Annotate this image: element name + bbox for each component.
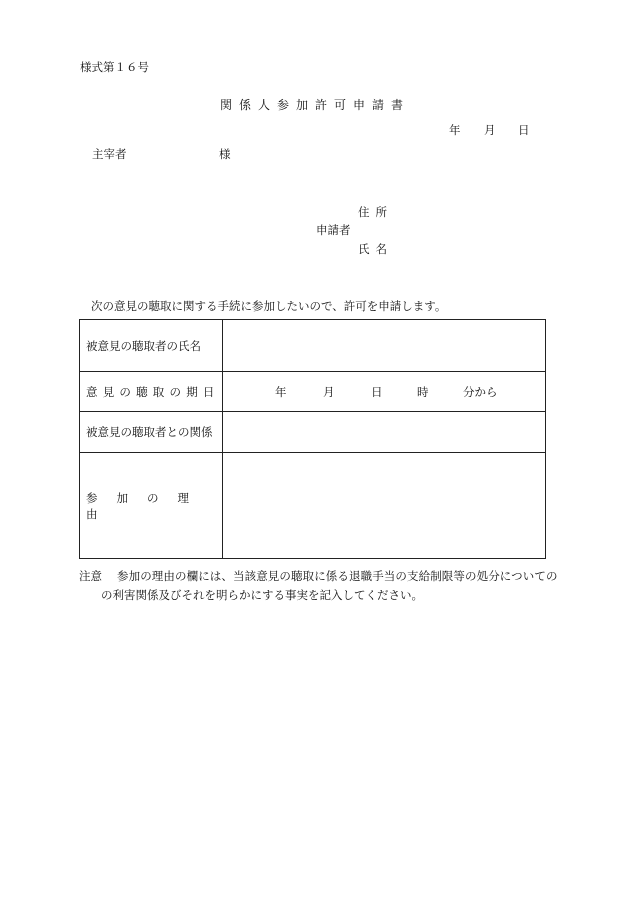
note-text-line-1: 参加の理由の欄には、当該意見の聴取に係る退職手当の支給制限等の処分についての	[117, 569, 558, 583]
row-label-hearing-date: 意見の聴取の期日	[86, 384, 220, 399]
date-year-label: 年	[449, 123, 461, 137]
intro-text: 次の意見の聴取に関する手続に参加したいので、許可を申請します。	[91, 299, 447, 313]
table-row	[80, 372, 546, 412]
date-month-label: 月	[484, 123, 496, 137]
addressee-organizer: 主宰者	[92, 147, 127, 161]
row-label-respondent-name: 被意見の聴取者の氏名	[86, 338, 201, 353]
row-label-relationship: 被意見の聴取者との関係	[86, 425, 213, 439]
table-row	[80, 412, 546, 453]
reason-field[interactable]	[223, 453, 546, 559]
applicant-label: 申請者	[316, 223, 351, 237]
hearing-date-field[interactable]	[223, 372, 546, 412]
table-label	[80, 412, 223, 453]
address-label: 住所	[358, 205, 393, 219]
respondent-name-field[interactable]	[223, 320, 546, 372]
form-number: 様式第１６号	[80, 60, 149, 74]
application-table	[79, 319, 546, 559]
table-label	[80, 372, 223, 412]
addressee-honorific: 様	[219, 147, 231, 161]
relationship-field[interactable]	[223, 412, 546, 453]
table-label	[80, 453, 223, 559]
period-minute-unit: 分から	[463, 385, 498, 399]
table-row	[80, 320, 546, 372]
table-label	[80, 320, 223, 372]
period-year-unit: 年	[275, 385, 287, 399]
period-hour-unit: 時	[417, 385, 429, 399]
note-text-line-2: の利害関係及びそれを明らかにする事実を記入してください。	[101, 588, 423, 602]
period-month-unit: 月	[323, 385, 335, 399]
name-label: 氏名	[358, 242, 393, 256]
row-label-reason: 参加の理由	[86, 490, 208, 521]
period-day-unit: 日	[371, 385, 383, 399]
date-day-label: 日	[518, 123, 530, 137]
table-row	[80, 453, 546, 559]
document-title: 関係人参加許可申請書	[219, 98, 410, 112]
note-heading: 注意	[79, 569, 102, 583]
